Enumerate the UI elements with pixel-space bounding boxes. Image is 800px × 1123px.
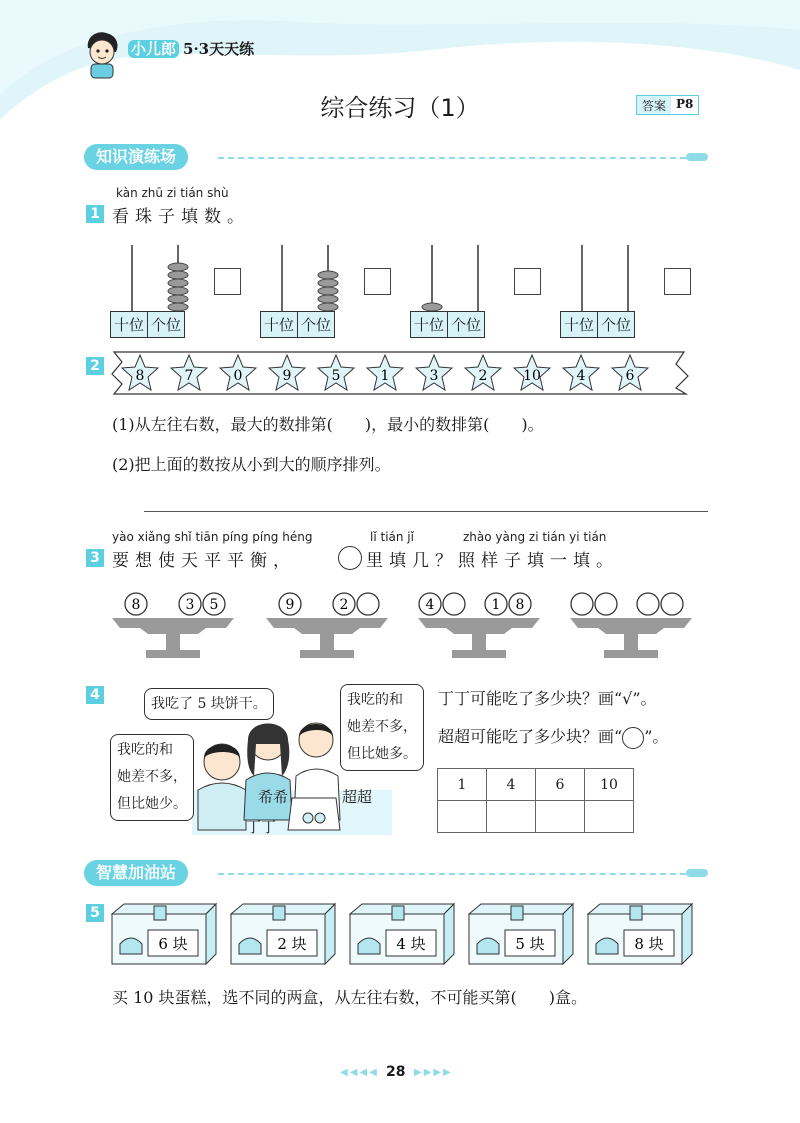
section-title-wisdom: 智慧加油站 — [84, 860, 188, 886]
answer-cell[interactable] — [585, 801, 634, 833]
answer-box[interactable] — [514, 268, 541, 295]
cake-icon — [477, 938, 499, 954]
q5-number: 5 — [86, 904, 104, 922]
scale-circle — [571, 593, 593, 615]
tens-label: 十位 — [111, 312, 148, 337]
answer-box[interactable] — [364, 268, 391, 295]
tens-label: 十位 — [561, 312, 598, 337]
abacus-bead-tens — [422, 303, 442, 311]
speech-bubble-xixi: 我吃了 5 块饼干。 — [144, 688, 274, 720]
tens-label: 十位 — [261, 312, 298, 337]
q4-line2-b: ”。 — [644, 727, 669, 746]
cake-box — [110, 902, 220, 966]
star-number — [561, 353, 601, 393]
bubble-line: 她差不多， — [117, 769, 187, 785]
tens-label: 十位 — [411, 312, 448, 337]
q1-pinyin: kàn zhū zi tián shù — [116, 186, 229, 200]
circle-mark-icon — [622, 727, 644, 749]
q2-number: 2 — [86, 357, 104, 375]
q5-text: 买 10 块蛋糕，选不同的两盒，从左往右数，不可能买第( )盒。 — [112, 988, 588, 1007]
ones-label: 个位 — [451, 316, 482, 334]
scale-value: 1 — [491, 597, 501, 613]
answer-cell[interactable] — [438, 801, 487, 833]
abacus-bead-ones — [318, 295, 338, 303]
abacus-bead-ones — [168, 263, 188, 271]
ones-label: 个位 — [301, 316, 332, 334]
ones-label: 个位 — [601, 316, 632, 334]
options-table — [437, 768, 634, 833]
star-value: 4 — [576, 368, 586, 384]
abacus-bead-ones — [168, 287, 188, 295]
name-xixi: 希希 — [258, 788, 289, 806]
box-count-label: 5 块 — [515, 935, 545, 953]
ones-label: 个位 — [151, 316, 182, 334]
answer-cell[interactable] — [536, 801, 585, 833]
star-number — [512, 353, 552, 393]
brand-text: 5·3天天练 — [183, 40, 255, 58]
cake-icon — [120, 938, 142, 954]
scale-value: 3 — [185, 597, 195, 613]
speech-bubble-chaochao — [340, 684, 424, 771]
answer-box[interactable] — [664, 268, 691, 295]
star-value: 5 — [331, 368, 341, 384]
q3-text-a: 要想使天平平衡， — [112, 551, 296, 571]
star-value: 9 — [282, 368, 292, 384]
section-title-knowledge: 知识演练场 — [84, 144, 188, 170]
cake-box — [348, 902, 458, 966]
scale-beam — [266, 618, 388, 628]
q4-number: 4 — [86, 686, 104, 704]
q3-pinyin-3: zhào yàng zi tián yi tián — [463, 530, 607, 544]
q3-number: 3 — [86, 549, 104, 567]
circle-placeholder-icon — [338, 546, 362, 570]
star-number — [414, 353, 454, 393]
cake-icon — [239, 938, 261, 954]
page-number: 28 — [386, 1064, 406, 1080]
star-value: 1 — [380, 368, 390, 384]
balance-scale — [110, 590, 236, 662]
scale-circle — [357, 593, 379, 615]
box-count-label: 4 块 — [396, 935, 426, 953]
box-count-label: 6 块 — [158, 935, 188, 953]
option-cell: 4 — [487, 769, 536, 801]
scale-base — [294, 628, 360, 658]
section-divider-end — [686, 153, 708, 161]
scale-value: 2 — [339, 597, 349, 613]
star-number — [365, 353, 405, 393]
scale-value: 8 — [515, 597, 525, 613]
scale-value: 4 — [425, 597, 435, 613]
answer-page: P8 — [676, 97, 694, 111]
place-value-labels — [410, 311, 485, 338]
abacus-bead-ones — [168, 271, 188, 279]
brand-logo — [128, 38, 254, 59]
answer-cell[interactable] — [487, 801, 536, 833]
star-value: 0 — [233, 368, 243, 384]
star-value: 10 — [523, 368, 541, 384]
star-number — [218, 353, 258, 393]
star-number — [316, 353, 356, 393]
option-cell: 1 — [438, 769, 487, 801]
bubble-line: 她差不多， — [347, 719, 417, 735]
star-number — [120, 353, 160, 393]
star-number — [267, 353, 307, 393]
scale-circle — [595, 593, 617, 615]
scale-circle — [661, 593, 683, 615]
place-value-labels — [110, 311, 185, 338]
star-value: 3 — [429, 368, 439, 384]
scale-value: 8 — [131, 597, 141, 613]
q4-line2 — [438, 724, 668, 749]
scale-beam — [570, 618, 692, 628]
scale-circle — [637, 593, 659, 615]
abacus-bead-ones — [318, 303, 338, 311]
place-value-labels — [560, 311, 635, 338]
scale-beam — [418, 618, 540, 628]
q2-answer-line[interactable] — [144, 511, 708, 512]
abacus-bead-ones — [168, 295, 188, 303]
cake-box — [586, 902, 696, 966]
scale-value: 9 — [285, 597, 295, 613]
footer-left-arrows-icon: ◀◀◀◀ — [340, 1067, 379, 1078]
q1-number: 1 — [86, 205, 104, 223]
star-value: 8 — [135, 368, 145, 384]
bubble-line: 但比她多。 — [347, 746, 417, 762]
q1-text: 看珠子填数。 — [112, 207, 250, 227]
q3-pinyin-1: yào xiǎng shǐ tiān píng píng héng — [112, 530, 313, 544]
abacus-bead-ones — [168, 279, 188, 287]
abacus-bead-ones — [168, 303, 188, 311]
abacus-1 — [110, 243, 200, 313]
name-dingding: 丁丁 — [246, 818, 277, 836]
box-count-label: 2 块 — [277, 935, 307, 953]
abacus-4 — [560, 243, 650, 313]
mascot-boy-icon — [82, 30, 122, 80]
bubble-line: 我吃的和 — [117, 742, 173, 758]
star-value: 2 — [478, 368, 488, 384]
section-divider-end — [686, 869, 708, 877]
star-number — [463, 353, 503, 393]
q4-line2-a: 超超可能吃了多少块？画“ — [438, 727, 623, 746]
brand-highlight: 小儿郎 — [128, 40, 179, 58]
answer-badge[interactable] — [636, 95, 699, 115]
option-cell: 10 — [585, 769, 634, 801]
q4-line1: 丁丁可能吃了多少块？画“√”。 — [438, 689, 657, 708]
star-value: 7 — [184, 368, 194, 384]
section-divider — [218, 157, 686, 159]
q2-line2: (2)把上面的数按从小到大的顺序排列。 — [112, 455, 391, 474]
bubble-line: 但比她少。 — [117, 796, 187, 812]
cake-icon — [358, 938, 380, 954]
footer-right-arrows-icon: ▶▶▶▶ — [414, 1067, 453, 1078]
abacus-2 — [260, 243, 350, 313]
q2-line1: (1)从左往右数，最大的数排第( )，最小的数排第( )。 — [112, 415, 544, 434]
cake-box — [229, 902, 339, 966]
balance-scale — [264, 590, 390, 662]
scale-base — [446, 628, 512, 658]
page-title: 综合练习（1） — [320, 94, 480, 122]
q3-text-b: 里填几？照样子填一填。 — [366, 551, 619, 571]
answer-box[interactable] — [214, 268, 241, 295]
name-chaochao: 超超 — [342, 788, 373, 806]
abacus-3 — [410, 243, 500, 313]
option-cell: 6 — [536, 769, 585, 801]
speech-bubble-dingding — [110, 734, 194, 821]
balance-scale — [416, 590, 542, 662]
star-value: 6 — [625, 368, 635, 384]
place-value-labels — [260, 311, 335, 338]
bubble-line: 我吃的和 — [347, 692, 403, 708]
answer-label: 答案 — [637, 96, 671, 114]
box-count-label: 8 块 — [634, 935, 664, 953]
scale-base — [140, 628, 206, 658]
abacus-bead-ones — [318, 287, 338, 295]
abacus-bead-ones — [318, 279, 338, 287]
star-number — [610, 353, 650, 393]
section-divider — [218, 873, 686, 875]
balance-scale — [568, 590, 694, 662]
scale-beam — [112, 618, 234, 628]
scale-value: 5 — [209, 597, 219, 613]
star-number — [169, 353, 209, 393]
abacus-bead-ones — [318, 271, 338, 279]
cake-icon — [596, 938, 618, 954]
cake-box — [467, 902, 577, 966]
scale-circle — [443, 593, 465, 615]
q3-pinyin-2: lǐ tián jǐ — [370, 530, 414, 544]
scale-base — [598, 628, 664, 658]
